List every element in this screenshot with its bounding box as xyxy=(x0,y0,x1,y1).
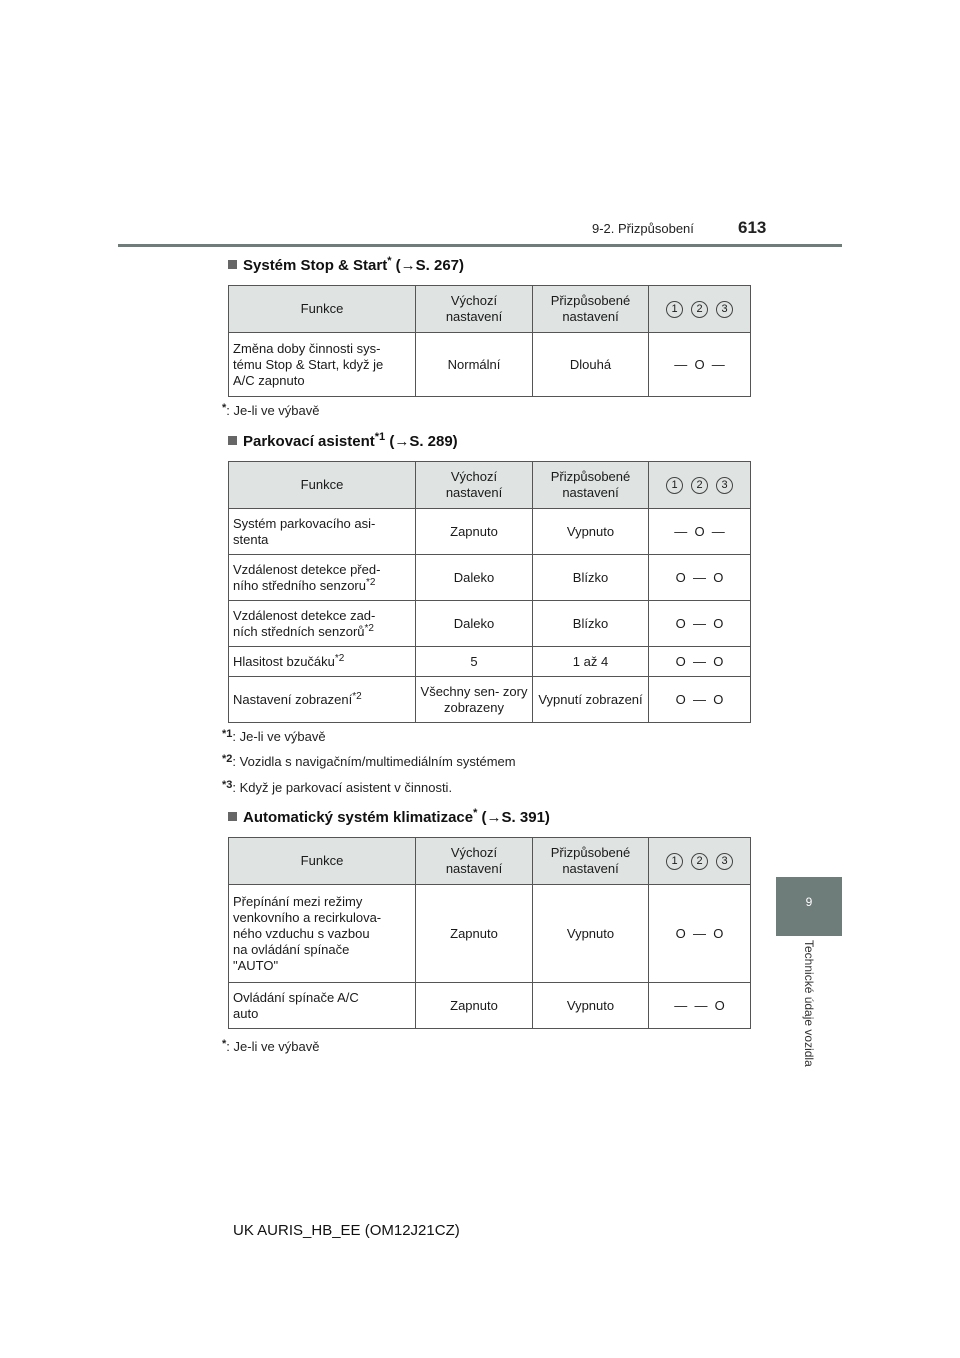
circle-3-icon: 3 xyxy=(716,301,733,318)
custom-cell: Vypnutí zobrazení xyxy=(533,677,649,723)
table-header-row xyxy=(229,286,751,333)
table-row xyxy=(229,509,751,555)
circle-2-icon: 2 xyxy=(691,477,708,494)
default-cell: Daleko xyxy=(416,555,533,601)
col-modes xyxy=(649,462,751,509)
custom-cell: Blízko xyxy=(533,555,649,601)
model-code: UK AURIS_HB_EE (OM12J21CZ) xyxy=(233,1222,460,1239)
custom-cell: Vypnuto xyxy=(533,885,649,983)
table-header-row xyxy=(229,462,751,509)
col-modes xyxy=(649,286,751,333)
col-custom: Přizpůsobené nastavení xyxy=(533,838,649,885)
bullet-square-icon xyxy=(228,260,237,269)
function-cell: Ovládání spínače A/C auto xyxy=(229,983,416,1029)
modes-cell: O — O xyxy=(649,647,751,677)
circle-1-icon: 1 xyxy=(666,477,683,494)
custom-cell: Blízko xyxy=(533,601,649,647)
default-cell: Zapnuto xyxy=(416,885,533,983)
footnote: $^{*2}$: Vozidla s navigačním/multimediálním systémem xyxy=(222,753,516,769)
col-function: Funkce xyxy=(229,286,416,333)
table-header-row xyxy=(229,838,751,885)
circle-3-icon: 3 xyxy=(716,853,733,870)
bullet-square-icon xyxy=(228,812,237,821)
custom-cell: Dlouhá xyxy=(533,333,649,397)
chapter-tab[interactable]: 9 xyxy=(776,877,842,936)
default-cell: Všechny sen- zory zobrazeny xyxy=(416,677,533,723)
modes-cell: — O — xyxy=(649,333,751,397)
function-cell: Změna doby činnosti sys- tému Stop & Start, když je A/C zapnuto xyxy=(229,333,416,397)
default-cell: Daleko xyxy=(416,601,533,647)
footnote: $^{*1}$: Je-li ve výbavě xyxy=(222,728,326,744)
custom-cell: Vypnuto xyxy=(533,509,649,555)
table-row xyxy=(229,555,751,601)
table-row xyxy=(229,647,751,677)
circle-2-icon: 2 xyxy=(691,301,708,318)
footnote: *: Je-li ve výbavě xyxy=(222,1038,320,1054)
circle-2-icon: 2 xyxy=(691,853,708,870)
parking-table xyxy=(228,461,751,723)
section-heading-climate: Automatický systém klimatizace* (→S. 391) xyxy=(228,807,550,826)
modes-cell: — — O xyxy=(649,983,751,1029)
default-cell: Normální xyxy=(416,333,533,397)
col-default: Výchozí nastavení xyxy=(416,462,533,509)
col-modes xyxy=(649,838,751,885)
custom-cell: Vypnuto xyxy=(533,983,649,1029)
chapter-label: Technické údaje vozidla xyxy=(802,940,816,1067)
section-label: 9-2. Přizpůsobení xyxy=(592,221,694,236)
circle-3-icon: 3 xyxy=(716,477,733,494)
modes-cell: — O — xyxy=(649,509,751,555)
footnote: $^{*3}$: Když je parkovací asistent v činnosti. xyxy=(222,779,453,795)
function-cell: Hlasitost bzučáku$^{*2}$ xyxy=(229,647,416,677)
page-number: 613 xyxy=(738,218,767,237)
table-row xyxy=(229,983,751,1029)
default-cell: 5 xyxy=(416,647,533,677)
default-cell: Zapnuto xyxy=(416,509,533,555)
function-cell: Systém parkovacího asi- stenta xyxy=(229,509,416,555)
modes-cell: O — O xyxy=(649,601,751,647)
table-row xyxy=(229,677,751,723)
section-heading-parking: Parkovací asistent$^{*1}$ (→S. 289) xyxy=(228,431,458,450)
col-function: Funkce xyxy=(229,462,416,509)
default-cell: Zapnuto xyxy=(416,983,533,1029)
col-custom: Přizpůsobené nastavení xyxy=(533,286,649,333)
bullet-square-icon xyxy=(228,436,237,445)
table-row xyxy=(229,333,751,397)
modes-cell: O — O xyxy=(649,555,751,601)
circle-1-icon: 1 xyxy=(666,301,683,318)
header-rule xyxy=(118,244,842,247)
climate-table xyxy=(228,837,751,1029)
col-function: Funkce xyxy=(229,838,416,885)
modes-cell: O — O xyxy=(649,885,751,983)
custom-cell: 1 až 4 xyxy=(533,647,649,677)
function-cell: Vzdálenost detekce před- ního středního senzoru$^{*2}$ xyxy=(229,555,416,601)
modes-cell: O — O xyxy=(649,677,751,723)
col-default: Výchozí nastavení xyxy=(416,286,533,333)
footnote: *: Je-li ve výbavě xyxy=(222,402,320,418)
circle-1-icon: 1 xyxy=(666,853,683,870)
section-heading-stop-start: Systém Stop & Start* (→S. 267) xyxy=(228,255,464,274)
function-cell: Přepínání mezi režimy venkovního a recirkulova- ného vzduchu s vazbou na ovládání spínače "AUTO" xyxy=(229,885,416,983)
stop-start-table xyxy=(228,285,751,397)
table-row xyxy=(229,601,751,647)
function-cell: Vzdálenost detekce zad- ních středních senzorů$^{*2}$ xyxy=(229,601,416,647)
function-cell: Nastavení zobrazení$^{*2}$ xyxy=(229,677,416,723)
col-default: Výchozí nastavení xyxy=(416,838,533,885)
col-custom: Přizpůsobené nastavení xyxy=(533,462,649,509)
table-row xyxy=(229,885,751,983)
